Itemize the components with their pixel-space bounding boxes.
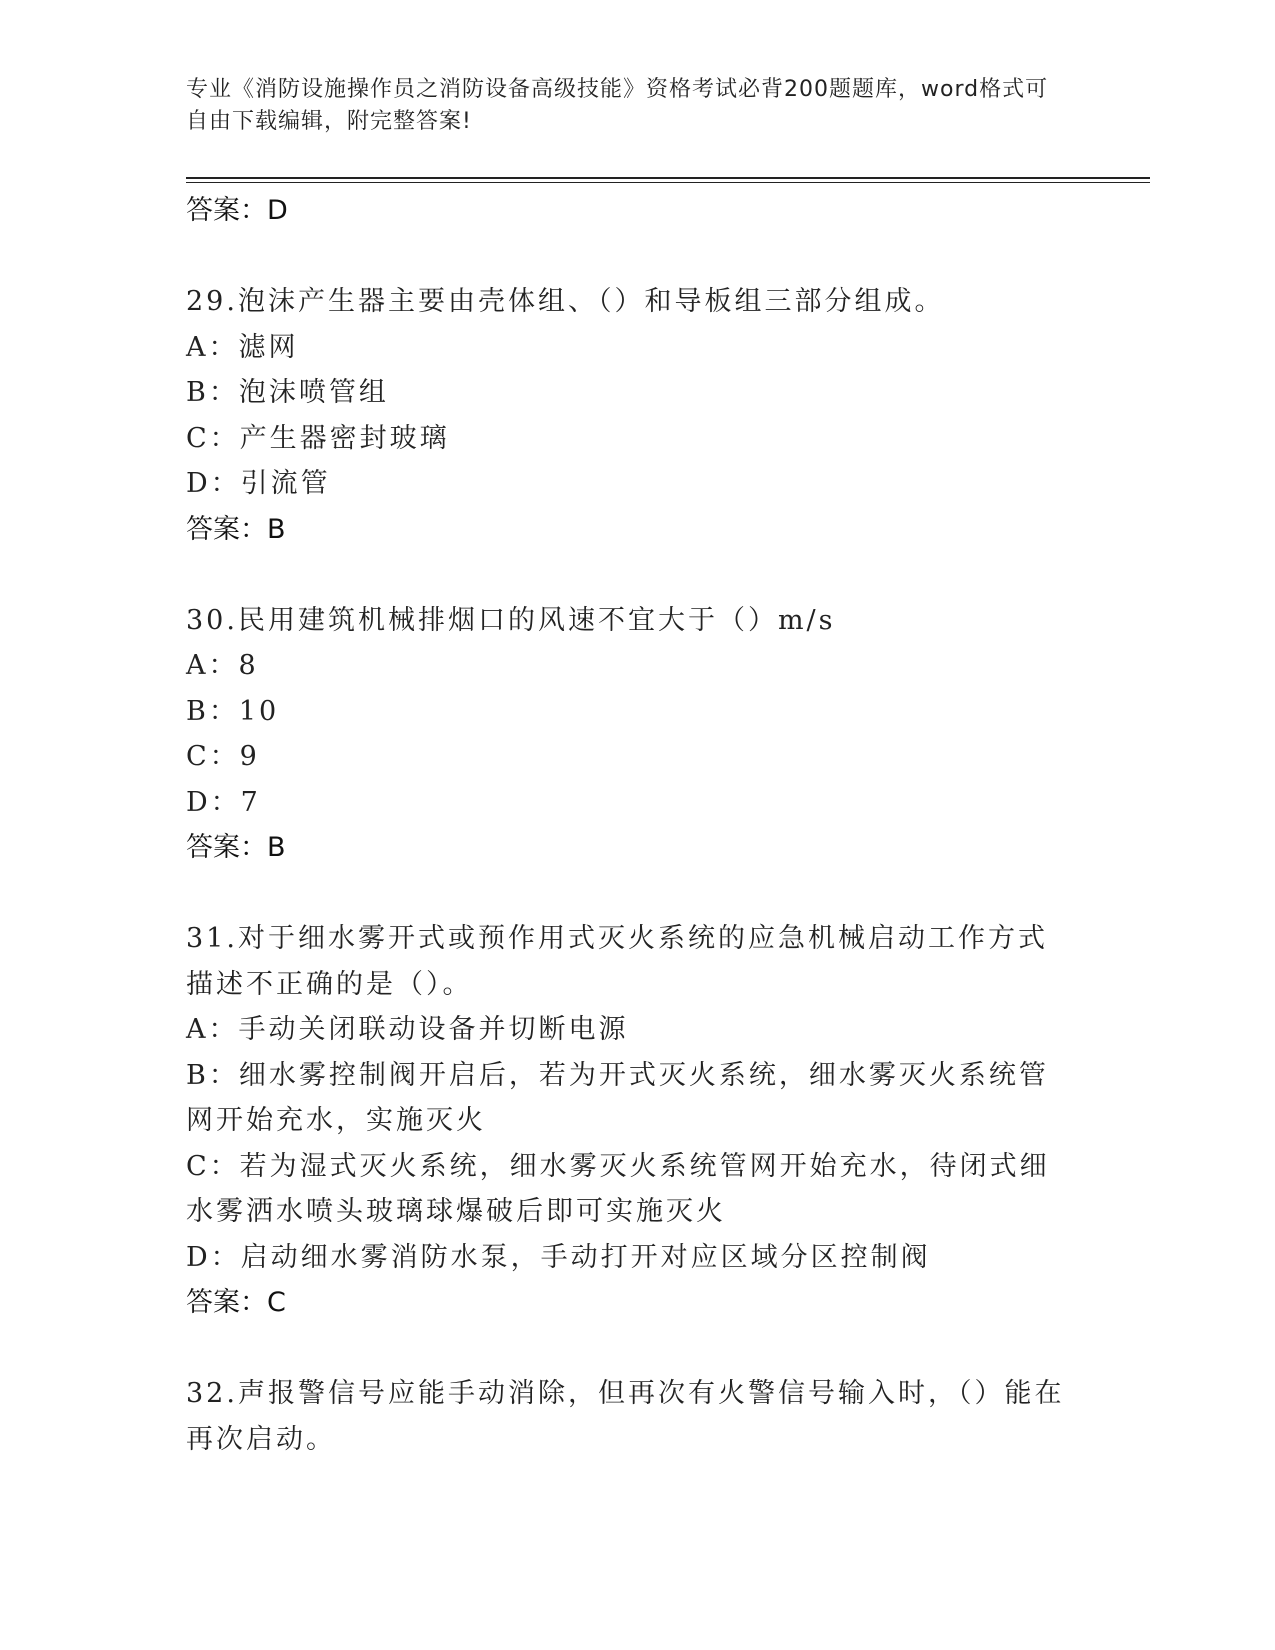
option-a: A：8	[186, 650, 259, 681]
question-32	[186, 1371, 1076, 1462]
question-stem: 31.对于细水雾开式或预作用式灭火系统的应急机械启动工作方式描述不正确的是（）。	[186, 923, 1048, 1000]
question-30	[186, 598, 1076, 871]
question-stem: 32.声报警信号应能手动消除，但再次有火警信号输入时，（）能在再次启动。	[186, 1378, 1065, 1455]
answer-line: 答案：C	[186, 1287, 286, 1318]
question-list	[186, 188, 1076, 1462]
option-c: C：若为湿式灭火系统，细水雾灭火系统管网开始充水，待闭式细水雾洒水喷头玻璃球爆破后即可实施灭火	[186, 1150, 1050, 1227]
option-d: D：启动细水雾消防水泵，手动打开对应区域分区控制阀	[186, 1241, 931, 1273]
header-divider	[186, 177, 1150, 179]
option-a: A：手动关闭联动设备并切断电源	[186, 1014, 629, 1045]
question-stem: 30.民用建筑机械排烟口的风速不宜大于（）m/s	[186, 604, 836, 636]
page-header: 专业《消防设施操作员之消防设备高级技能》资格考试必背200题题库，word格式可自由下载编辑，附完整答案!	[186, 77, 1049, 134]
question-29	[186, 279, 1076, 552]
option-c: C：产生器密封玻璃	[186, 422, 450, 454]
option-d: D：7	[186, 786, 261, 818]
question-31	[186, 916, 1076, 1325]
option-d: D：引流管	[186, 468, 331, 499]
option-b: B：细水雾控制阀开启后，若为开式灭火系统，细水雾灭火系统管网开始充水，实施灭火	[186, 1059, 1049, 1136]
answer-line: 答案：B	[186, 832, 286, 863]
answer-line: 答案：B	[186, 513, 286, 545]
question-stem: 29.泡沫产生器主要由壳体组、（）和导板组三部分组成。	[186, 286, 945, 317]
option-a: A：滤网	[186, 331, 299, 363]
option-b: B：泡沫喷管组	[186, 377, 389, 408]
option-b: B：10	[186, 695, 280, 727]
header-divider-thin	[186, 182, 1150, 183]
option-c: C：9	[186, 741, 260, 772]
answer-line: 答案：D	[186, 195, 288, 226]
